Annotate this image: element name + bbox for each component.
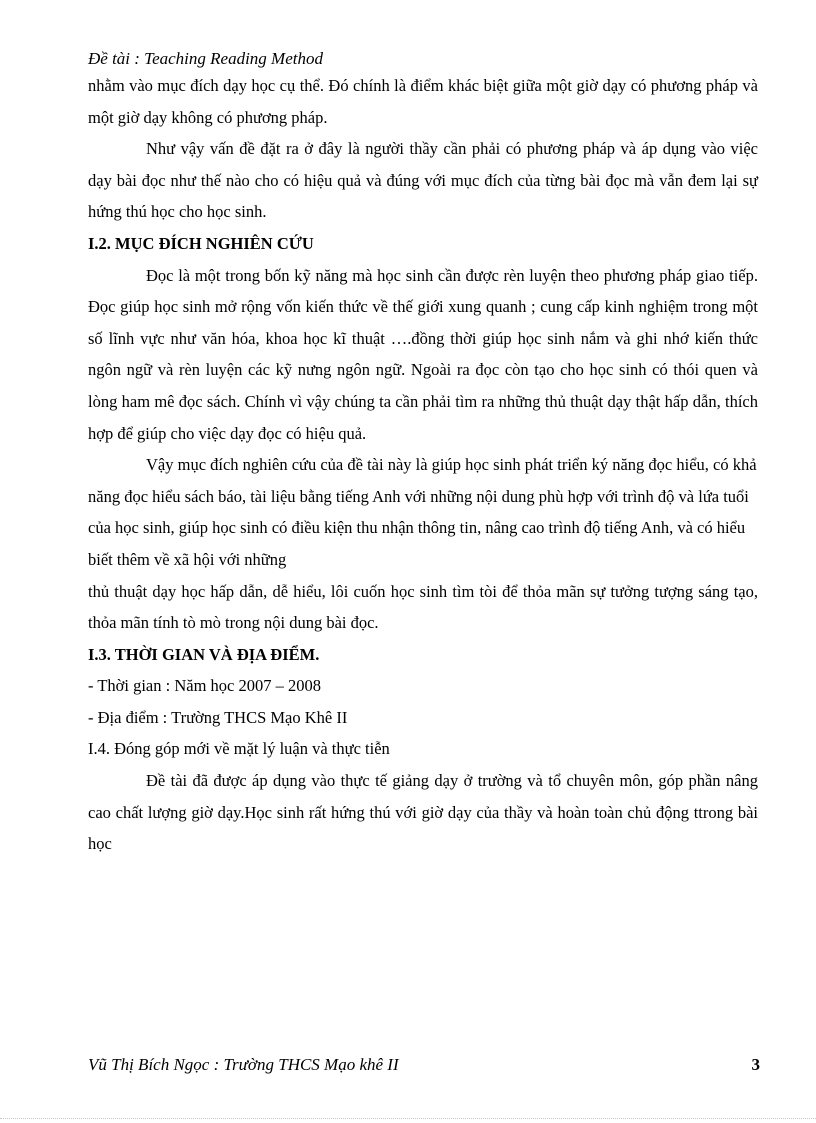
section-heading: I.3. THỜI GIAN VÀ ĐỊA ĐIỂM. xyxy=(88,644,320,664)
paragraph: Như vậy vấn đề đặt ra ở đây là người thầy cần phải có phương pháp và áp dụng vào việc dạy bài đọc như thế nào cho có hiệu quả và đúng với mục đích của từng bài đọc mà vẫn đem lại sự hứng thú học cho học sinh. xyxy=(88,139,758,222)
paragraph: thủ thuật dạy học hấp dẫn, dễ hiểu, lôi cuốn học sinh tìm tòi để thỏa mãn sự tưởng tượng sáng tạo, thỏa mãn tính tò mò trong nội dung bài đọc. xyxy=(88,581,758,633)
section-heading: I.4. Đóng góp mới về mặt lý luận và thực tiễn xyxy=(88,739,390,759)
paragraph: Đọc là một trong bốn kỹ năng mà học sinh cần được rèn luyện theo phương pháp giao tiếp. Đọc giúp học sinh mở rộng vốn kiến thức về thế giới xung quanh ; cung cấp kinh nghiệm trong một số lĩnh vực như văn hóa, khoa học kĩ thuật ….đồng thời giúp học sinh nắm và ghi nhớ kiến thức ngôn ngữ và rèn luyện các kỹ nưng ngôn ngữ. Ngoài ra đọc còn tạo cho học sinh có thói quen và lòng ham mê đọc sách. Chính vì vậy chúng ta cần phải tìm ra những thủ thuật dạy thật hấp dẫn, thích hợp để giúp cho việc dạy đọc có hiệu quả. xyxy=(88,265,758,443)
paragraph-continuation: nhằm vào mục đích dạy học cụ thể. Đó chính là điểm khác biệt giữa một giờ dạy có phương pháp và một giờ dạy không có phương pháp. xyxy=(88,76,758,127)
page-bottom-divider xyxy=(0,1118,816,1119)
page-number: 3 xyxy=(751,1055,760,1074)
paragraph: Đề tài đã được áp dụng vào thực tế giảng dạy ở trường và tổ chuyên môn, góp phần nâng cao chất lượng giờ dạy.Học sinh rất hứng thú với giờ dạy của thầy và hoàn toàn chủ động ttrong bài học xyxy=(88,771,758,854)
document-body xyxy=(88,70,758,860)
paragraph: Vậy mục đích nghiên cứu của đề tài này là giúp học sinh phát triển ký năng đọc hiểu, có khả năng đọc hiểu sách báo, tài liệu bằng tiếng Anh với những nội dung phù hợp với trình độ và lứa tuổi của học sinh, giúp học sinh có điều kiện thu nhận thông tin, nâng cao trình độ tiếng Anh, và có hiểu biết thêm về xã hội với những xyxy=(88,455,757,569)
list-item: - Thời gian : Năm học 2007 – 2008 xyxy=(88,676,321,696)
section-heading: I.2. MỤC ĐÍCH NGHIÊN CỨU xyxy=(88,233,314,253)
list-item: - Địa điểm : Trường THCS Mạo Khê II xyxy=(88,707,348,727)
page-header: Đề tài : Teaching Reading Method xyxy=(88,49,323,68)
page-footer: Vũ Thị Bích Ngọc : Trường THCS Mạo khê II xyxy=(88,1055,399,1074)
